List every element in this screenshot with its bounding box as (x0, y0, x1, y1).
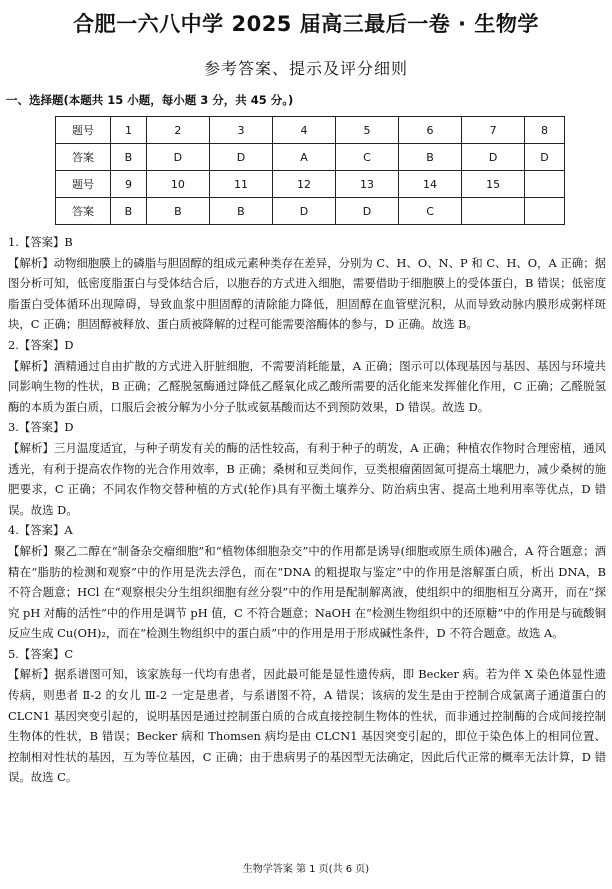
table-cell: D (462, 144, 525, 171)
table-cell: 8 (525, 117, 565, 144)
explanation-1: 【解析】动物细胞膜上的磷脂与胆固醇的组成元素种类存在差异，分别为 C、H、O、N、P 和 C、H、O，A 正确；据图分析可知，低密度脂蛋白与受体结合后，以胞吞的方式进入细胞，需要借助于细胞膜上的受体蛋白，B 错误；低密度脂蛋白受体循环出现障碍，导致血浆中胆固醇的清除能力降低，胆固醇在血管壁沉积，从而导致动脉内膜形成粥样斑块，C 正确；胆固醇被释放、蛋白质被降解的过程可能需要溶酶体的参与，D 正确。故选 B。 (8, 255, 606, 332)
table-cell (525, 171, 565, 198)
answer-explanations (8, 232, 606, 788)
table-cell: D (336, 198, 399, 225)
table-cell: 14 (399, 171, 462, 198)
table-cell: B (209, 198, 272, 225)
page-subtitle: 参考答案、提示及评分细则 (203, 59, 408, 78)
explanation-3: 【解析】三月温度适宜，与种子萌发有关的酶的活性较高，有利于种子的萌发，A 正确；种植农作物时合理密植，通风透光，有利于提高农作物的光合作用效率，B 正确；桑树和豆类间作，豆类根瘤菌固氮可提高土壤肥力，减少桑树的施肥要求，C 正确；不同农作物交替种植的方式(轮作)具有平衡土壤养分、防治病虫害、提高土地利用率等优点，D 错误。故选 D。 (8, 440, 606, 517)
table-cell: 13 (336, 171, 399, 198)
answer-line-3: 3.【答案】D (8, 420, 74, 435)
table-cell: 5 (336, 117, 399, 144)
table-cell: 12 (272, 171, 335, 198)
table-cell: D (146, 144, 209, 171)
table-cell: B (399, 144, 462, 171)
table-cell: 3 (209, 117, 272, 144)
table-cell: A (272, 144, 335, 171)
table-cell (525, 198, 565, 225)
table-cell: B (111, 198, 147, 225)
section-heading: 一、选择题(本题共 15 小题，每小题 3 分，共 45 分。) (6, 93, 294, 107)
answer-line-5: 5.【答案】C (8, 646, 74, 661)
answer-table (55, 116, 565, 225)
answer-line-1: 1.【答案】B (8, 235, 73, 249)
explanation-5: 【解析】据系谱图可知，该家族每一代均有患者，因此最可能是显性遗传病，即 Becker 病。若为伴 X 染色体显性遗传病，则患者 Ⅱ-2 的女儿 Ⅲ-2 一定是患者，与系谱图不符，A 错误；该病的发生是由于控制合成氯离子通道蛋白的 CLCN1 基因突变引起的，说明基因是通过控制蛋白质的合成直接控制生物体的性状，而非通过控制酶的合成间接控制生物体的性状，B 错误；Becker 病和 Thomsen 病均是由 CLCN1 基因突变引起的，即位于染色体上的相同位置、控制相对性状的基因，互为等位基因，C 正确；由于患病男子的基因型无法确定，因此后代正常的概率无法计算，D 错误。故选 C。 (8, 667, 606, 785)
table-cell: 2 (146, 117, 209, 144)
table-row (56, 171, 565, 198)
table-cell: D (525, 144, 565, 171)
row-label: 答案 (56, 198, 111, 225)
table-cell: B (111, 144, 147, 171)
table-cell: B (146, 198, 209, 225)
row-label: 答案 (56, 144, 111, 171)
table-cell: D (209, 144, 272, 171)
page-footer: 生物学答案 第 1 页(共 6 页) (242, 864, 370, 875)
table-row (56, 198, 565, 225)
answer-line-2: 2.【答案】D (8, 337, 74, 352)
table-cell: 15 (462, 171, 525, 198)
page-title: 合肥一六八中学 2025 届高三最后一卷 · 生物学 (73, 12, 539, 36)
table-cell: C (399, 198, 462, 225)
explanation-2: 【解析】酒精通过自由扩散的方式进入肝脏细胞，不需要消耗能量，A 正确；图示可以体现基因与基因、基因与环境共同影响生物的性状，B 正确；乙醛脱氢酶通过降低乙醛氧化成乙酸所需要的活化能来发挥催化作用，C 正确；乙醛脱氢酶的本质为蛋白质，口服后会被分解为小分子肽或氨基酸而达不到预防效果，D 错误。故选 D。 (8, 358, 606, 414)
answer-line-4: 4.【答案】A (8, 523, 73, 538)
table-cell: D (272, 198, 335, 225)
table-cell: 10 (146, 171, 209, 198)
table-cell: 4 (272, 117, 335, 144)
table-cell: 11 (209, 171, 272, 198)
table-cell: 7 (462, 117, 525, 144)
table-row (56, 144, 565, 171)
table-cell: 6 (399, 117, 462, 144)
table-cell: 9 (111, 171, 147, 198)
table-cell: C (336, 144, 399, 171)
row-label: 题号 (56, 171, 111, 198)
table-cell: 1 (111, 117, 147, 144)
table-row (56, 117, 565, 144)
row-label: 题号 (56, 117, 111, 144)
table-cell (462, 198, 525, 225)
explanation-4: 【解析】聚乙二醇在“制备杂交瘤细胞”和“植物体细胞杂交”中的作用都是诱导(细胞或原生质体)融合，A 符合题意；酒精在“脂肪的检测和观察”中的作用是洗去浮色，而在“DNA 的粗提取与鉴定”中的作用是溶解蛋白质，析出 DNA，B 不符合题意；HCl 在“观察根尖分生组织细胞有丝分裂”中的作用是配制解离液，使组织中的细胞相互分离开，而在“探究 pH 对酶的活性”中的作用是调节 pH 值，C 不符合题意；NaOH 在“检测生物组织中的还原糖”中的作用是与硫酸铜反应生成 Cu(OH)₂，而在“检测生物组织中的蛋白质”中的作用是用于形成碱性条件，D 不符合题意。故选 A。 (8, 543, 606, 641)
